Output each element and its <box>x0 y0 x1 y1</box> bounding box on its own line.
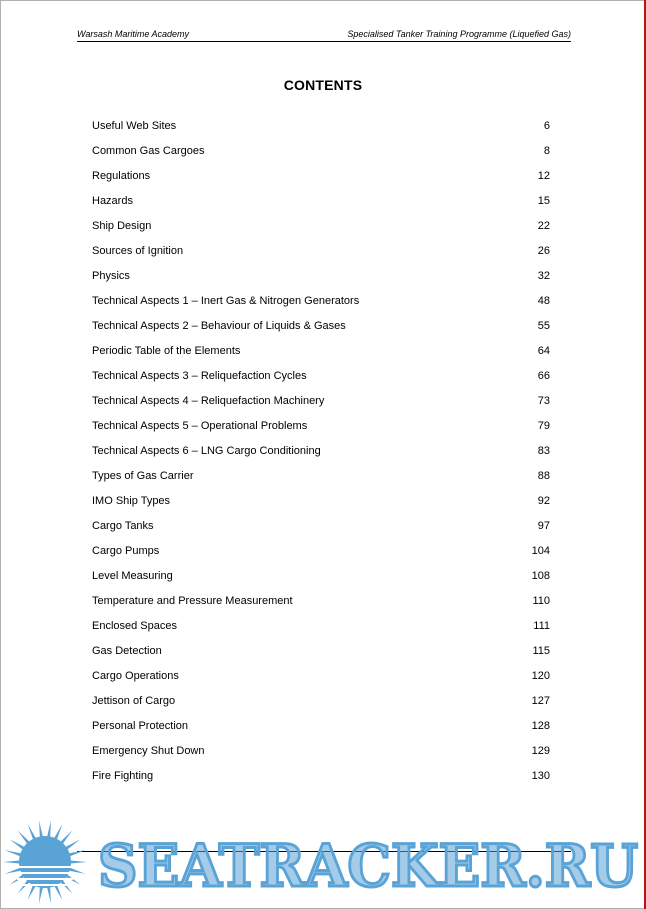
toc-entry[interactable] <box>92 743 550 768</box>
toc-entry-page: 6 <box>543 120 550 132</box>
footer-rule <box>77 851 571 852</box>
toc-entry-page: 127 <box>531 695 550 707</box>
toc-entry-page: 55 <box>537 320 550 332</box>
toc-entry[interactable] <box>92 593 550 618</box>
toc-entry-page: 111 <box>533 620 550 632</box>
header-right: Specialised Tanker Training Programme (Liquefied Gas) <box>347 29 571 39</box>
sun-ray <box>28 824 37 841</box>
toc-entry-page: 97 <box>537 520 550 532</box>
toc-entry-label: Personal Protection <box>92 720 188 732</box>
toc-entry-page: 66 <box>537 370 550 382</box>
toc-entry-page: 8 <box>543 145 550 157</box>
toc-entry[interactable] <box>92 168 550 193</box>
toc-entry-label: Enclosed Spaces <box>92 620 177 632</box>
toc-entry[interactable] <box>92 143 550 168</box>
sun-ray <box>3 860 21 863</box>
toc-entry-label: Technical Aspects 4 – Reliquefaction Machinery <box>92 395 325 407</box>
toc-entry[interactable] <box>92 668 550 693</box>
sun-ray <box>53 883 62 900</box>
sun-ray <box>5 867 23 874</box>
toc-entry[interactable] <box>92 643 550 668</box>
sun-ray <box>64 839 80 850</box>
sun-disc <box>19 836 71 888</box>
toc-entry-page: 104 <box>531 545 550 557</box>
toc-entry-page: 15 <box>537 195 550 207</box>
toc-entry-page: 128 <box>531 720 550 732</box>
toc-entry[interactable] <box>92 418 550 443</box>
toc-entry[interactable] <box>92 368 550 393</box>
toc-entry[interactable] <box>92 443 550 468</box>
sun-ray <box>53 824 62 841</box>
header-left: Warsash Maritime Academy <box>77 29 190 39</box>
toc-entry-label: Gas Detection <box>92 645 162 657</box>
toc-entry-page: 64 <box>537 345 550 357</box>
toc-entry[interactable] <box>92 343 550 368</box>
toc-entry[interactable] <box>92 543 550 568</box>
toc-entry-label: Cargo Operations <box>92 670 179 682</box>
sun-ray <box>10 874 26 885</box>
toc-entry-page: 110 <box>532 595 550 607</box>
toc-entry-page: 26 <box>537 245 550 257</box>
toc-entry-page: 130 <box>531 770 550 782</box>
toc-entry[interactable] <box>92 193 550 218</box>
running-header <box>77 29 571 42</box>
sun-ray <box>67 867 85 874</box>
toc-entry[interactable] <box>92 493 550 518</box>
toc-entry-label: Ship Design <box>92 220 152 232</box>
toc-entry[interactable] <box>92 718 550 743</box>
toc-entry-label: Cargo Pumps <box>92 545 160 557</box>
sun-ray <box>59 879 72 894</box>
toc-entry[interactable] <box>92 468 550 493</box>
toc-entry-page: 12 <box>537 170 550 182</box>
sun-stripe <box>17 866 73 868</box>
sun-ray <box>39 820 43 838</box>
sun-ray <box>17 879 30 894</box>
toc-entry[interactable] <box>92 618 550 643</box>
sun-ray <box>59 830 72 845</box>
toc-entry[interactable] <box>92 393 550 418</box>
sun-ray <box>17 830 30 845</box>
toc-entry-page: 108 <box>531 570 550 582</box>
sun-stripe <box>17 878 73 880</box>
toc-entry[interactable] <box>92 118 550 143</box>
toc-entry-page: 129 <box>531 745 550 757</box>
toc-entry-label: Regulations <box>92 170 151 182</box>
toc-entry-label: Technical Aspects 3 – Reliquefaction Cycles <box>92 370 307 382</box>
sun-ray <box>28 883 37 900</box>
sun-ray <box>69 860 87 863</box>
toc-entry-label: Technical Aspects 6 – LNG Cargo Conditioning <box>92 445 321 457</box>
toc-entry-label: Fire Fighting <box>92 770 154 782</box>
sun-stripe <box>17 872 73 874</box>
toc-entry-label: IMO Ship Types <box>92 495 171 507</box>
toc-entry-page: 48 <box>537 295 550 307</box>
sun-ray <box>64 874 80 885</box>
toc-entry-page: 120 <box>531 670 550 682</box>
toc-entry[interactable] <box>92 218 550 243</box>
toc-entry[interactable] <box>92 268 550 293</box>
toc-entry-page: 22 <box>537 220 550 232</box>
toc-entry-page: 32 <box>537 270 550 282</box>
toc-entry-label: Level Measuring <box>92 570 173 582</box>
toc-entry-page: 83 <box>537 445 550 457</box>
toc-entry[interactable] <box>92 693 550 718</box>
toc-entry[interactable] <box>92 243 550 268</box>
toc-entry-label: Hazards <box>92 195 133 207</box>
toc-entry[interactable] <box>92 768 550 793</box>
sun-ray <box>47 885 51 903</box>
toc-entry-label: Technical Aspects 2 – Behaviour of Liquids & Gases <box>92 320 346 332</box>
sun-ray <box>10 839 26 850</box>
toc-entry-label: Jettison of Cargo <box>92 695 176 707</box>
toc-entry-label: Technical Aspects 1 – Inert Gas & Nitrogen Generators <box>92 295 360 307</box>
toc-entry-label: Periodic Table of the Elements <box>92 345 241 357</box>
toc-entry[interactable] <box>92 568 550 593</box>
sun-logo-icon <box>3 820 87 903</box>
page-title: CONTENTS <box>283 77 363 93</box>
toc-entry[interactable] <box>92 318 550 343</box>
toc-entry-label: Technical Aspects 5 – Operational Problems <box>92 420 308 432</box>
toc-entry-label: Emergency Shut Down <box>92 745 205 757</box>
toc-entry-page: 88 <box>537 470 550 482</box>
sun-stripe <box>17 884 73 886</box>
watermark <box>0 812 646 909</box>
toc-entry-label: Physics <box>92 270 130 282</box>
sun-ray <box>47 820 51 838</box>
toc-entry-label: Cargo Tanks <box>92 520 154 532</box>
toc-entry-label: Temperature and Pressure Measurement <box>92 595 293 607</box>
toc-entry-label: Useful Web Sites <box>92 120 177 132</box>
sun-ray <box>39 885 43 903</box>
toc-entry-page: 73 <box>537 395 550 407</box>
toc-entry-label: Common Gas Cargoes <box>92 145 205 157</box>
toc-entry[interactable] <box>92 518 550 543</box>
toc-entry-page: 79 <box>537 420 550 432</box>
toc-entry-page: 115 <box>532 645 550 657</box>
toc-entry-label: Sources of Ignition <box>92 245 184 257</box>
watermark-text: SEATRACKER.RU <box>98 832 638 900</box>
toc-list <box>92 118 550 793</box>
sun-ray <box>5 850 23 857</box>
toc-entry-label: Types of Gas Carrier <box>92 470 194 482</box>
toc-entry[interactable] <box>92 293 550 318</box>
toc-entry-page: 92 <box>537 495 550 507</box>
